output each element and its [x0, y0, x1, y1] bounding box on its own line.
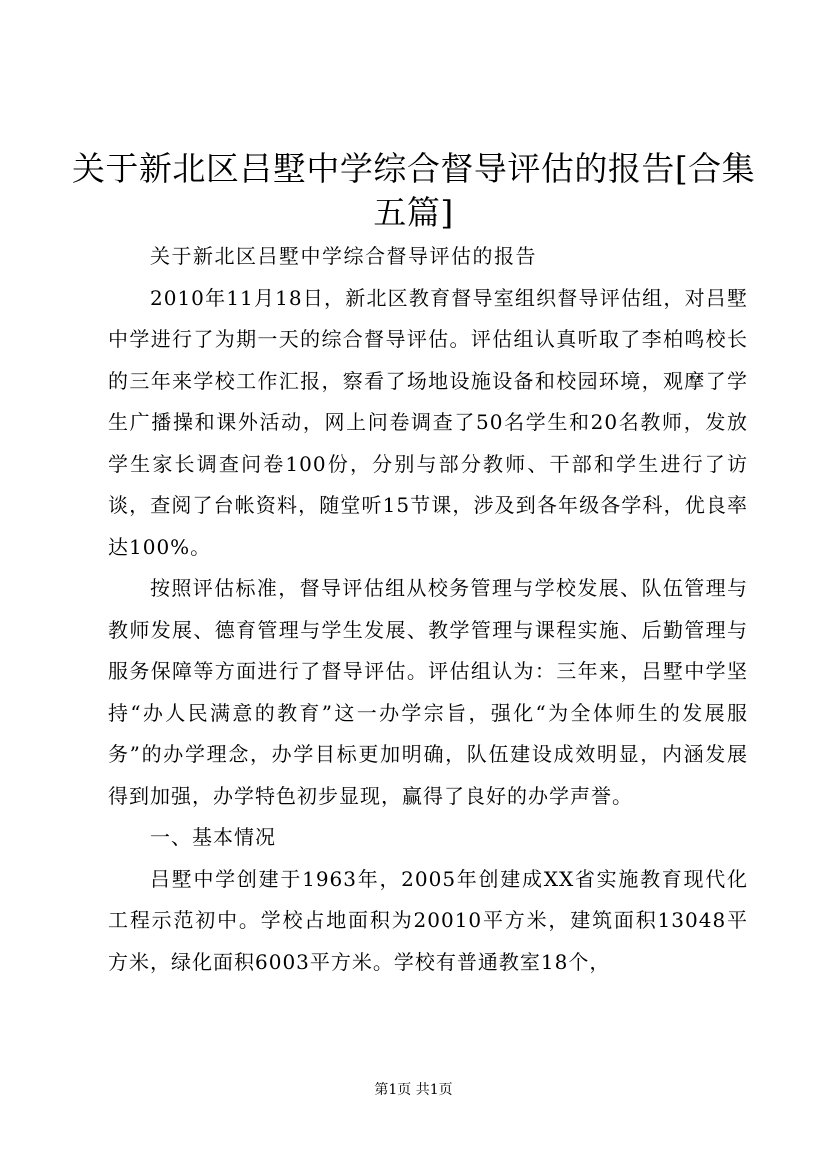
- report-subtitle: 关于新北区吕墅中学综合督导评估的报告: [150, 244, 537, 268]
- paragraph-evaluation-conclusion: 按照评估标准，督导评估组从校务管理与学校发展、队伍管理与教师发展、德育管理与学生发展、教学管理与课程实施、后勤管理与服务保障等方面进行了督导评估。评估组认为：三年来，吕墅中学坚持“办人民满意的教育”这一办学宗旨，强化“为全体师生的发展服务”的办学理念，办学目标更加明确，队伍建设成效明显，内涵发展得到加强，办学特色初步显现，赢得了良好的办学声誉。: [108, 576, 748, 808]
- paragraph-school-basics: 吕墅中学创建于1963年，2005年创建成XX省实施教育现代化工程示范初中。学校占地面积为20010平方米，建筑面积13048平方米，绿化面积6003平方米。学校有普通教室18个，: [108, 866, 748, 974]
- document-body: [108, 236, 748, 983]
- paragraph-evaluation-overview: 2010年11月18日，新北区教育督导室组织督导评估组，对吕墅中学进行了为期一天的综合督导评估。评估组认真听取了李柏鸣校长的三年来学校工作汇报，察看了场地设施设备和校园环境，观摩了学生广播操和课外活动，网上问卷调查了50名学生和20名教师，发放学生家长调查问卷100份，分别与部分教师、干部和学生进行了访谈，查阅了台帐资料，随堂听15节课，涉及到各年级各学科，优良率达100%。: [108, 285, 748, 559]
- section-heading-basic-situation: 一、基本情况: [150, 825, 276, 849]
- page-footer: 第1页 共1页: [374, 1082, 453, 1098]
- document-title: 关于新北区吕墅中学综合督导评估的报告[合集五篇]: [71, 149, 756, 232]
